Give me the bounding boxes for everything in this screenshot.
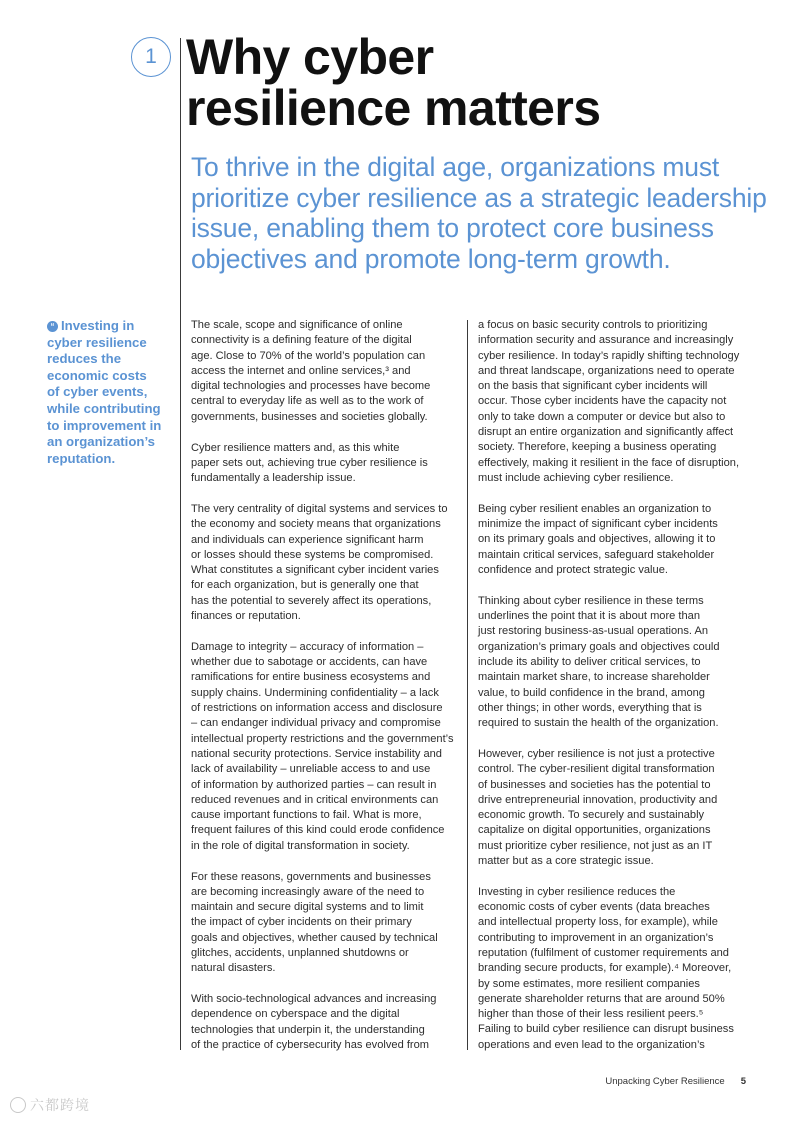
body-line: the impact of cyber incidents on their primary: [191, 916, 412, 929]
body-line: organization’s primary goals and objectives could: [478, 640, 720, 653]
body-line: The scale, scope and significance of online: [191, 319, 403, 331]
body-line: age. Close to 70% of the world’s population can: [191, 349, 426, 362]
body-line: effectively, making it resilient in the face of disruption,: [478, 456, 740, 469]
body-line: on the basis that significant cyber incidents will: [478, 380, 708, 393]
body-line: economic costs of cyber events (data breaches: [478, 901, 710, 914]
body-line: intellectual property restrictions and the government’s: [191, 732, 454, 745]
body-line: disrupt an entire organization and significantly affect: [478, 426, 734, 439]
body-paragraph: [191, 318, 459, 425]
body-line: frequent failures of this kind could erode confidence: [191, 824, 445, 837]
pull-quote-line: to improvement in: [47, 417, 162, 433]
body-line: of businesses and societies has the potential to: [478, 778, 711, 791]
body-paragraph: [191, 441, 459, 487]
body-paragraph: [478, 594, 746, 732]
body-paragraph: [191, 502, 459, 624]
title-line: resilience matters: [186, 80, 601, 136]
section-number-badge: 1: [131, 37, 171, 77]
body-line: central to everyday life as well as to the work of: [191, 395, 424, 408]
body-line: supply chains. Undermining confidentiality – a lack: [191, 686, 439, 699]
body-line: capitalize on digital opportunities, organizations: [478, 824, 711, 837]
body-line: just restoring business-as-usual operations. An: [478, 625, 709, 638]
body-line: ramifications for entire business ecosystems and: [191, 671, 431, 684]
body-line: of restrictions on information access and disclosure: [191, 702, 443, 715]
body-line: on its primary goals and objectives, allowing it to: [478, 533, 716, 546]
body-line: only to take down a computer or device but also to: [478, 410, 726, 423]
body-line: maintain critical services, safeguard stakeholder: [478, 548, 715, 561]
body-line: contributing to improvement in an organization’s: [478, 931, 714, 944]
body-line: other things; in other words, everything that is: [478, 701, 702, 714]
page-number: 5: [740, 1076, 746, 1087]
body-line: operations and even lead to the organization’s: [478, 1038, 705, 1051]
body-line: information security and assurance and increasingly: [478, 334, 734, 347]
body-line: higher than those of their less resilient peers.⁵: [478, 1008, 704, 1021]
body-column-right: [478, 318, 746, 1069]
body-line: natural disasters.: [191, 962, 276, 975]
body-paragraph: [478, 318, 746, 486]
body-line: cyber resilience. In today’s rapidly shifting technology: [478, 349, 740, 362]
body-line: With socio-technological advances and increasing: [191, 993, 437, 1006]
body-line: However, cyber resilience is not just a protective: [478, 747, 715, 760]
body-line: Being cyber resilient enables an organization to: [478, 502, 712, 515]
body-paragraph: [478, 747, 746, 869]
lead-line: objectives and promote long-term growth.: [191, 243, 671, 274]
body-line: minimize the impact of significant cyber incidents: [478, 518, 718, 531]
lead-line: issue, enabling them to protect core business: [191, 213, 714, 243]
body-line: occur. Those cyber incidents have the capacity not: [478, 395, 727, 408]
body-line: or losses should these systems be compromised.: [191, 548, 434, 561]
body-line: lack of availability – unreliable access to and use: [191, 763, 431, 776]
body-line: and intellectual property loss, for example), while: [478, 916, 718, 929]
body-line: economic growth. To securely and sustainably: [478, 809, 705, 822]
body-line: the economy and society means that organizations: [191, 518, 441, 531]
body-line: for each organization, but is generally one that: [191, 579, 419, 592]
body-line: Damage to integrity – accuracy of information –: [191, 640, 424, 653]
body-line: in the role of digital transformation in society.: [191, 839, 410, 852]
pull-quote-line: of cyber events,: [47, 384, 148, 400]
body-line: fundamentally a leadership issue.: [191, 472, 356, 485]
body-line: Thinking about cyber resilience in these terms: [478, 594, 704, 607]
title-line: Why cyber: [186, 29, 434, 85]
body-line: Investing in cyber resilience reduces the: [478, 885, 676, 898]
column-divider: [467, 320, 468, 1050]
pull-quote-line: economic costs: [47, 367, 147, 383]
footer-label: Unpacking Cyber Resilience: [605, 1076, 725, 1087]
page-footer: [605, 1076, 746, 1087]
body-line: society. Therefore, keeping a business operating: [478, 441, 717, 454]
watermark: [10, 1095, 90, 1115]
watermark-text: 六都跨境: [30, 1097, 90, 1113]
body-line: The very centrality of digital systems and services to: [191, 502, 448, 515]
pull-quote-line: reduces the: [47, 351, 122, 367]
pull-quote-line: while contributing: [47, 400, 161, 416]
body-line: cause important functions to fail. What is more,: [191, 809, 422, 822]
body-line: branding secure products, for example).⁴ Moreover,: [478, 962, 732, 975]
left-divider: [180, 38, 181, 1050]
pull-quote-text: Investing in: [61, 318, 135, 333]
body-line: control. The cyber-resilient digital transformation: [478, 763, 715, 776]
body-line: a focus on basic security controls to prioritizing: [478, 319, 708, 331]
body-line: finances or reputation.: [191, 610, 301, 623]
body-line: and threat landscape, organizations need to operate: [478, 364, 735, 377]
body-line: include its ability to deliver critical services, to: [478, 655, 701, 668]
body-line: glitches, accidents, unplanned shutdowns or: [191, 946, 409, 959]
lead-line: To thrive in the digital age, organizations must: [191, 152, 720, 182]
body-line: Failing to build cyber resilience can disrupt business: [478, 1023, 734, 1036]
body-line: confidence and protect strategic value.: [478, 563, 668, 576]
pull-quote-line: [47, 318, 175, 335]
body-column-left: [191, 318, 459, 1069]
body-line: matter but as a core strategic issue.: [478, 855, 654, 867]
body-line: of information by authorized parties – can result in: [191, 778, 437, 791]
body-line: For these reasons, governments and businesses: [191, 870, 431, 883]
pull-quote-line: an organization’s: [47, 434, 155, 450]
body-line: What constitutes a significant cyber incident varies: [191, 564, 439, 577]
body-line: maintain and secure digital systems and to limit: [191, 901, 424, 914]
body-line: by some estimates, more resilient companies: [478, 977, 700, 990]
pull-quote-line: reputation.: [47, 450, 116, 466]
lead-line: prioritize cyber resilience as a strategic leadership: [191, 182, 767, 213]
body-line: whether due to sabotage or accidents, can have: [191, 656, 428, 669]
quote-icon: “: [47, 321, 58, 332]
body-line: value, to build confidence in the brand, among: [478, 686, 705, 699]
body-line: national security protections. Service instability and: [191, 747, 442, 760]
body-line: must include achieving cyber resilience.: [478, 471, 674, 484]
body-paragraph: [478, 885, 746, 1053]
body-line: of the practice of cybersecurity has evolved from: [191, 1038, 430, 1051]
body-paragraph: [191, 870, 459, 977]
body-line: must prioritize cyber resilience, not just as an IT: [478, 839, 713, 852]
body-line: generate shareholder returns that are around 50%: [478, 992, 725, 1005]
pull-quote: [47, 318, 175, 467]
page-title: [186, 29, 746, 136]
body-line: are becoming increasingly aware of the need to: [191, 885, 425, 898]
body-line: paper sets out, achieving true cyber resilience is: [191, 456, 428, 469]
body-line: drive entrepreneurial innovation, productivity and: [478, 793, 718, 806]
body-line: required to sustain the health of the organization.: [478, 717, 719, 730]
body-line: and individuals can experience significant harm: [191, 533, 424, 546]
body-line: Cyber resilience matters and, as this white: [191, 441, 400, 454]
body-line: goals and objectives, whether caused by technical: [191, 931, 438, 944]
body-line: digital technologies and processes have become: [191, 380, 431, 393]
body-line: underlines the point that it is about more than: [478, 610, 701, 623]
body-line: technologies that underpin it, the understanding: [191, 1023, 425, 1036]
body-paragraph: [191, 640, 459, 854]
body-line: reduced revenues and in critical environments can: [191, 793, 439, 806]
body-paragraph: [191, 992, 459, 1053]
body-line: governments, businesses and societies globally.: [191, 410, 428, 423]
body-line: dependence on cyberspace and the digital: [191, 1008, 400, 1021]
body-line: – can endanger individual privacy and compromise: [191, 717, 441, 730]
body-line: has the potential to severely affect its operations,: [191, 594, 432, 607]
body-line: access the internet and online services,³ and: [191, 364, 411, 377]
body-line: connectivity is a defining feature of the digital: [191, 334, 412, 347]
body-paragraph: [478, 502, 746, 578]
watermark-logo-icon: [10, 1097, 26, 1113]
lead-paragraph: [191, 152, 766, 274]
body-line: maintain market share, to increase shareholder: [478, 671, 710, 684]
body-line: reputation (fulfilment of customer requirements and: [478, 946, 729, 959]
pull-quote-line: cyber resilience: [47, 334, 147, 350]
